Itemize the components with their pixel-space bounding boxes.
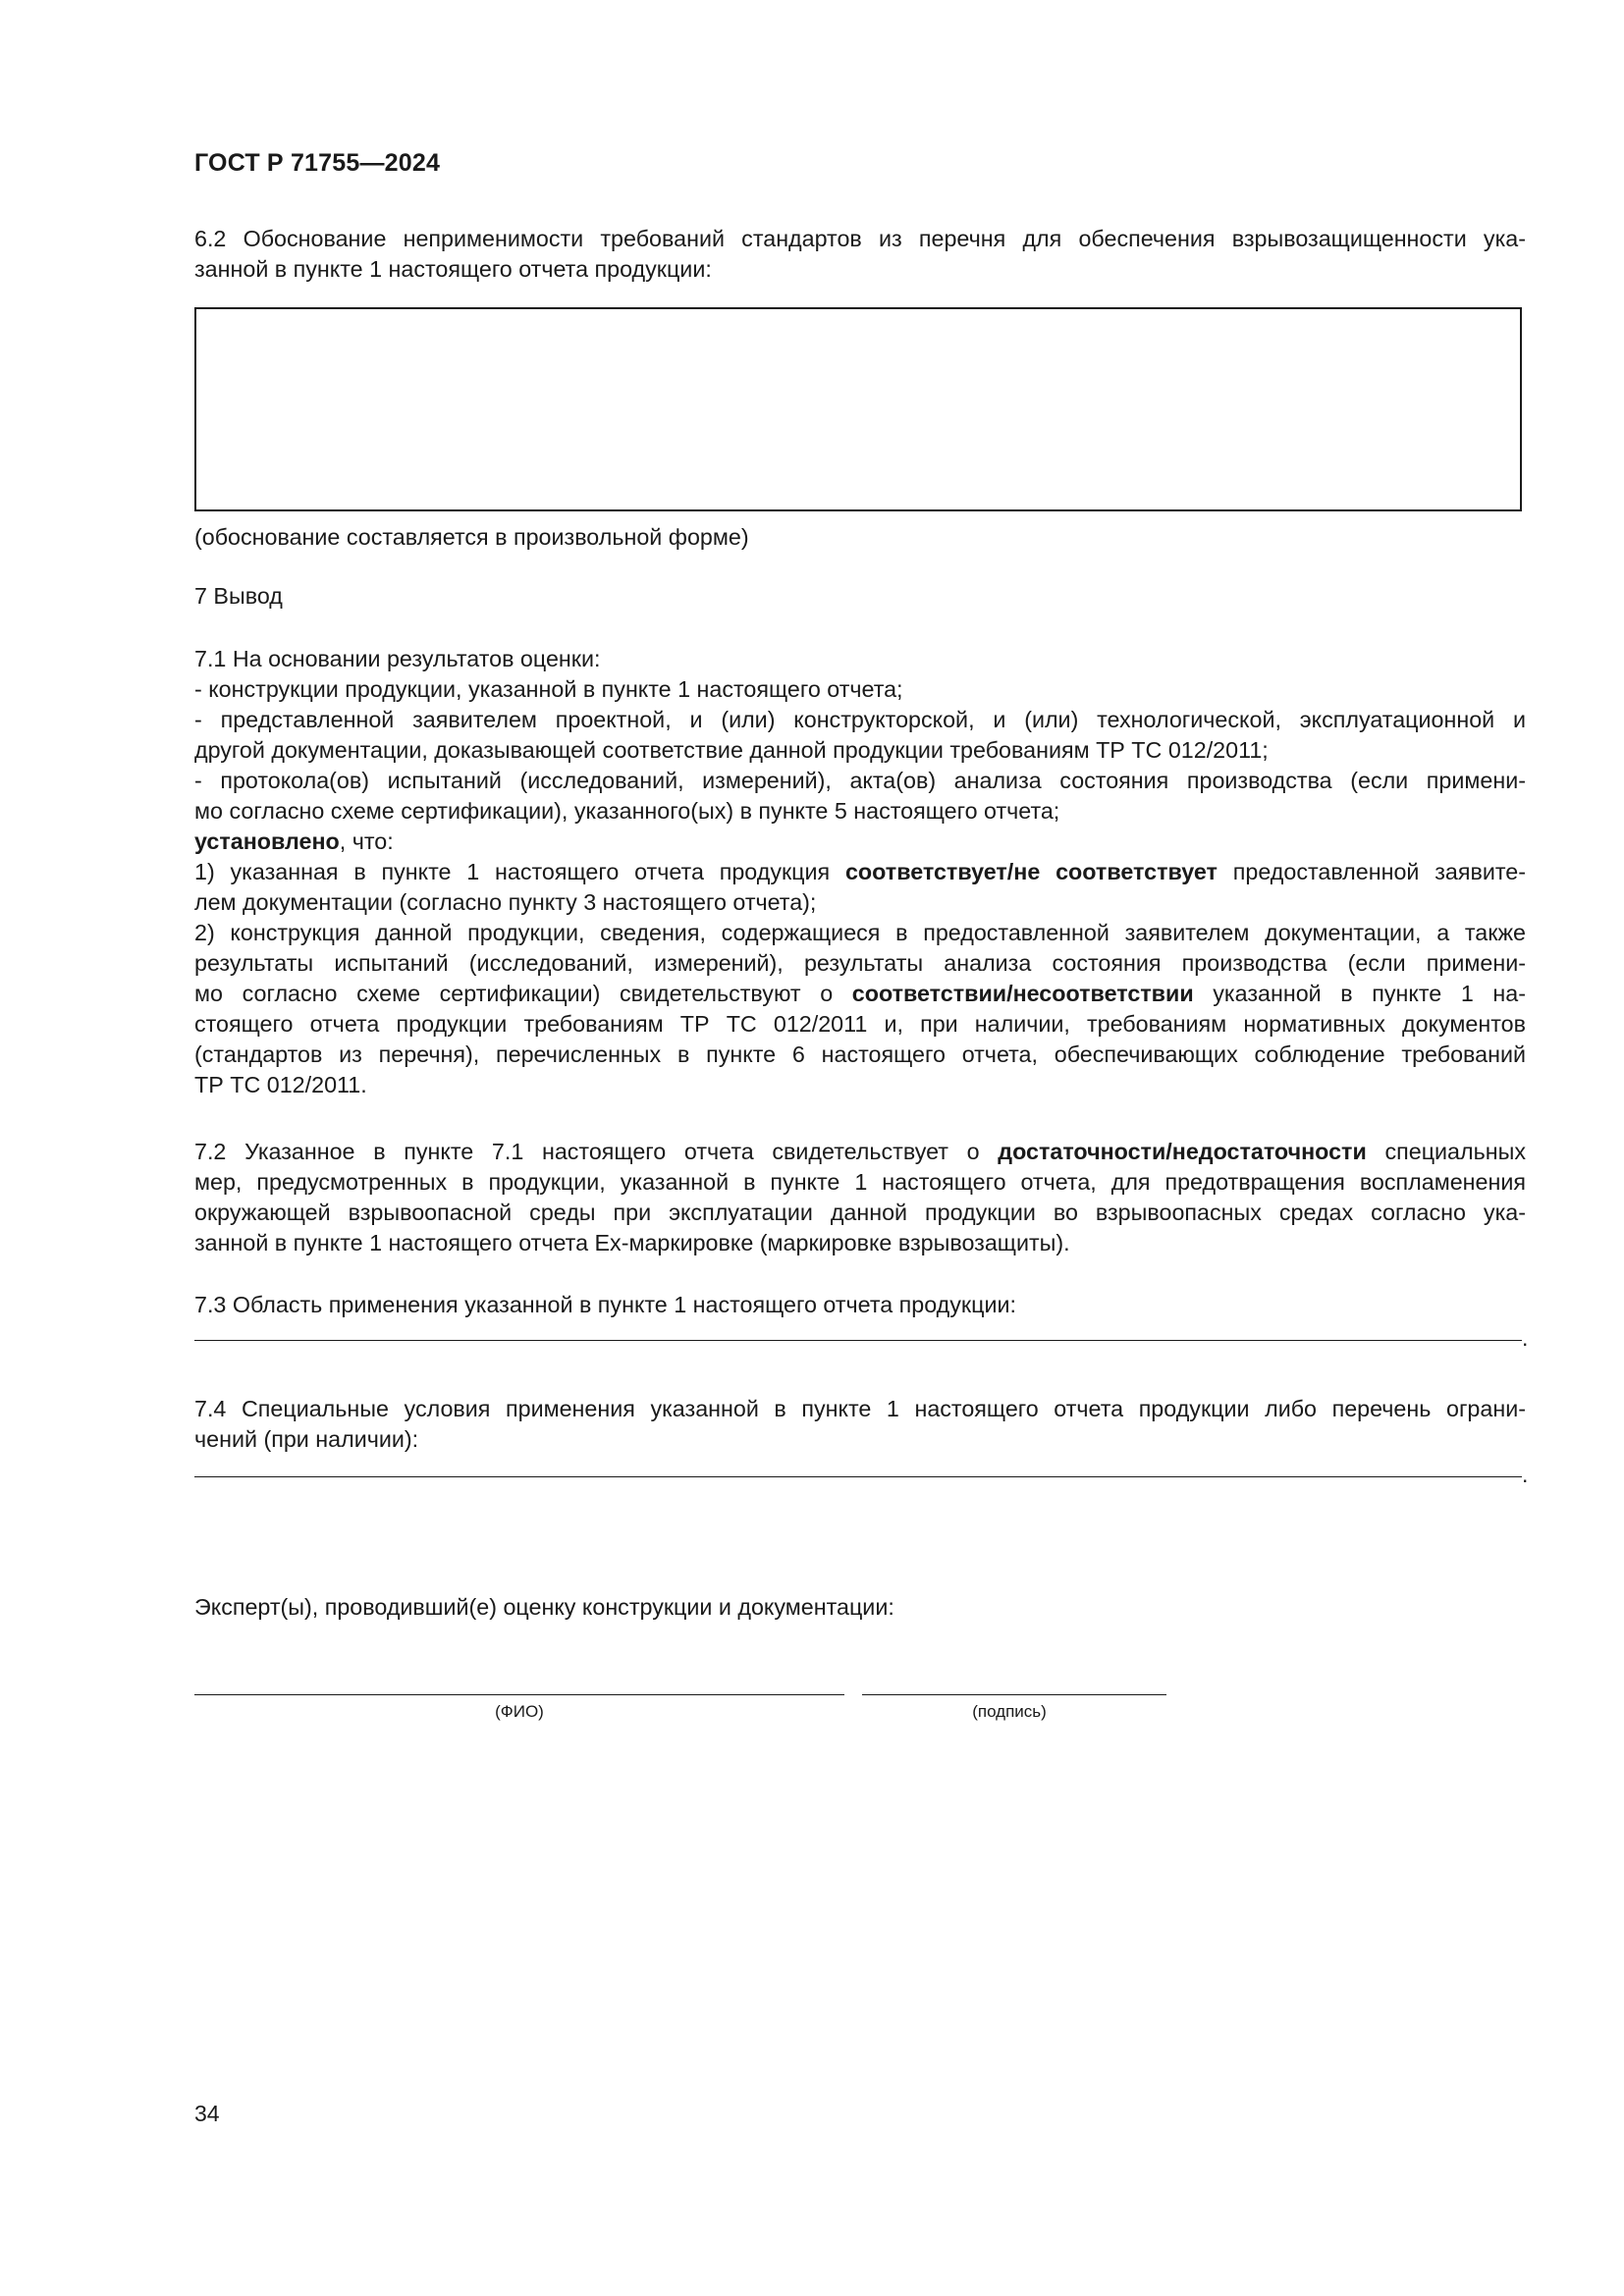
text-fragment: предоставленной заявите- [1217, 859, 1526, 884]
line-end-dot: . [1522, 1462, 1529, 1487]
text-line [194, 827, 1526, 857]
text-line: ТР ТС 012/2011. [194, 1072, 367, 1097]
signature-caption: (подпись) [972, 1702, 1047, 1721]
section-7-title [194, 581, 1526, 612]
signature-field[interactable] [862, 1694, 1166, 1695]
text-line: результаты испытаний (исследований, измерений), результаты анализа состояния производства (если примени- [194, 950, 1526, 976]
text-line: 7.4 Специальные условия применения указанной в пункте 1 настоящего отчета продукции либо перечень ограни- [194, 1396, 1526, 1421]
text-line [194, 979, 1526, 1009]
text-line: чений (при наличии): [194, 1426, 419, 1452]
section-7-1 [194, 644, 1526, 1100]
text-line: мо согласно схеме сертификации), указанного(ых) в пункте 5 настоящего отчета; [194, 798, 1060, 824]
text-line: занной в пункте 1 настоящего отчета продукции: [194, 256, 712, 282]
text-fragment: указанной в пункте 1 на- [1193, 981, 1526, 1006]
caption-text: (обоснование составляется в произвольной форме) [194, 524, 749, 550]
text-fragment: 1) указанная в пункте 1 настоящего отчета продукция [194, 859, 845, 884]
text-line: - протокола(ов) испытаний (исследований, измерений), акта(ов) анализа состояния производства (если примени- [194, 768, 1526, 793]
text-line: лем документации (согласно пункту 3 настоящего отчета); [194, 889, 817, 915]
text-fragment: мо согласно схеме сертификации) свидетельствуют о [194, 981, 852, 1006]
expert-label [194, 1592, 1526, 1623]
text-line [194, 1137, 1526, 1167]
application-area-field[interactable] [194, 1340, 1522, 1341]
name-field[interactable] [194, 1694, 844, 1695]
box-caption [194, 522, 1526, 553]
text-line: другой документации, доказывающей соответствие данной продукции требованиям ТР ТС 012/2011; [194, 737, 1269, 763]
page-number: 34 [194, 2101, 220, 2126]
section-7-3 [194, 1290, 1526, 1320]
section-7-4 [194, 1394, 1526, 1455]
text-line: - конструкции продукции, указанной в пункте 1 настоящего отчета; [194, 676, 903, 702]
justification-box[interactable] [194, 307, 1522, 511]
name-caption: (ФИО) [495, 1702, 544, 1721]
signature-label: Эксперт(ы), проводивший(е) оценку конструкции и документации: [194, 1594, 894, 1620]
text-line: 7.1 На основании результатов оценки: [194, 646, 601, 671]
text-line [194, 857, 1526, 887]
text-line: - представленной заявителем проектной, и (или) конструкторской, и (или) технологической, эксплуатационной и [194, 707, 1526, 732]
section-title: 7 Вывод [194, 583, 283, 609]
text-line: 6.2 Обоснование неприменимости требований стандартов из перечня для обеспечения взрывозащищенности ука- [194, 226, 1526, 251]
text-fragment: специальных [1366, 1139, 1527, 1164]
text-fragment: 7.2 Указанное в пункте 7.1 настоящего отчета свидетельствует о [194, 1139, 999, 1164]
text-line: 7.3 Область применения указанной в пункте 1 настоящего отчета продукции: [194, 1292, 1016, 1317]
section-7-2 [194, 1137, 1526, 1258]
text-line: мер, предусмотренных в продукции, указанной в пункте 1 настоящего отчета, для предотвращения воспламенения [194, 1169, 1526, 1195]
text-line: стоящего отчета продукции требованиям ТР ТС 012/2011 и, при наличии, требованиям нормативных документов [194, 1011, 1526, 1037]
bold-term: достаточности/недостаточности [998, 1139, 1367, 1164]
bold-term: соответствии/несоответствии [851, 981, 1194, 1006]
bold-term: установлено [194, 828, 340, 854]
text-line: занной в пункте 1 настоящего отчета Ex-маркировке (маркировке взрывозащиты). [194, 1230, 1070, 1255]
text-line: 2) конструкция данной продукции, сведения, содержащиеся в предоставленной заявителем документации, а также [194, 920, 1526, 945]
bold-term: соответствует/не соответствует [844, 859, 1218, 884]
special-conditions-field[interactable] [194, 1476, 1522, 1477]
section-6-2-text [194, 224, 1526, 285]
text-fragment: , что: [339, 828, 394, 854]
text-line: (стандартов из перечня), перечисленных в пункте 6 настоящего отчета, обеспечивающих соблюдение требований [194, 1041, 1526, 1067]
text-line: окружающей взрывоопасной среды при эксплуатации данной продукции во взрывоопасных средах согласно ука- [194, 1200, 1526, 1225]
document-header: ГОСТ Р 71755—2024 [194, 149, 441, 177]
line-end-dot: . [1522, 1325, 1529, 1351]
